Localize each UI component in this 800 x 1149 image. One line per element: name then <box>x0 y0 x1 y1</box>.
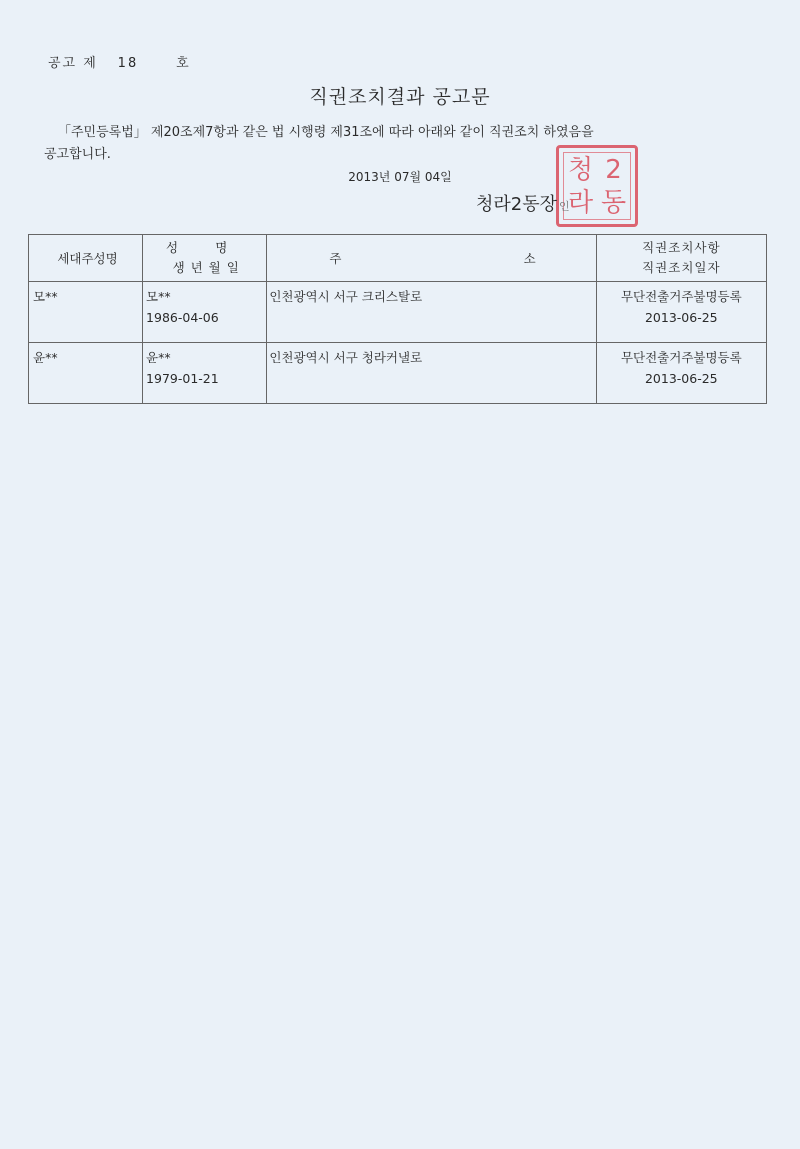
seal-char-4: 동 <box>600 187 627 218</box>
header-birth: 생 년 월 일 <box>172 260 240 275</box>
row-action-type: 무단전출거주불명등록 <box>620 350 742 365</box>
header-action-top: 직권조치사항 <box>642 240 721 255</box>
document-title: 직권조치결과 공고문 <box>309 86 491 108</box>
header-action-bottom: 직권조치일자 <box>642 260 721 275</box>
row-householder: 모** <box>29 282 143 343</box>
notice-number <box>48 52 191 71</box>
row-householder: 윤** <box>29 343 143 404</box>
row-name-birth <box>143 282 267 343</box>
header-name-b: 명 <box>215 240 229 255</box>
table-header-row <box>29 235 767 282</box>
header-name-a: 성 <box>166 240 180 255</box>
header-action <box>596 235 766 282</box>
header-address-b: 소 <box>523 251 536 266</box>
seal-mark: 인 <box>559 200 570 213</box>
row-birth: 1986-04-06 <box>146 310 219 325</box>
row-action-type: 무단전출거주불명등록 <box>620 289 742 304</box>
row-name: 윤** <box>146 350 171 365</box>
header-name-birth <box>143 235 267 282</box>
header-address <box>267 235 596 282</box>
header-address-a: 주 <box>329 251 342 266</box>
row-action <box>596 282 766 343</box>
row-name-birth <box>143 343 267 404</box>
row-name: 모** <box>146 289 171 304</box>
records-table <box>28 234 767 404</box>
seal-char-2: 2 <box>605 154 622 185</box>
notice-suffix: 호 <box>176 56 191 71</box>
seal-char-1: 청 <box>567 154 594 185</box>
issuer-name: 청라2동장 <box>476 194 558 215</box>
row-action-date: 2013-06-25 <box>644 310 718 325</box>
notice-body-line-2: 공고합니다. <box>44 147 111 162</box>
table-row <box>29 343 767 404</box>
row-address: 인천광역시 서구 청라커낼로 <box>267 343 596 404</box>
row-address: 인천광역시 서구 크리스탈로 <box>267 282 596 343</box>
row-action-date: 2013-06-25 <box>644 371 718 386</box>
table-row <box>29 282 767 343</box>
header-householder: 세대주성명 <box>29 235 143 282</box>
notice-date: 2013년 07월 04일 <box>348 170 452 184</box>
row-birth: 1979-01-21 <box>146 371 219 386</box>
row-action <box>596 343 766 404</box>
notice-number-value: 18 <box>117 56 139 71</box>
seal-char-3: 라 <box>567 187 594 218</box>
notice-body-line-1: 「주민등록법」 제20조제7항과 같은 법 시행령 제31조에 따라 아래와 같이 직권조치 하였음을 <box>58 125 594 140</box>
notice-prefix: 공고 제 <box>48 56 98 71</box>
issuer <box>476 190 570 216</box>
